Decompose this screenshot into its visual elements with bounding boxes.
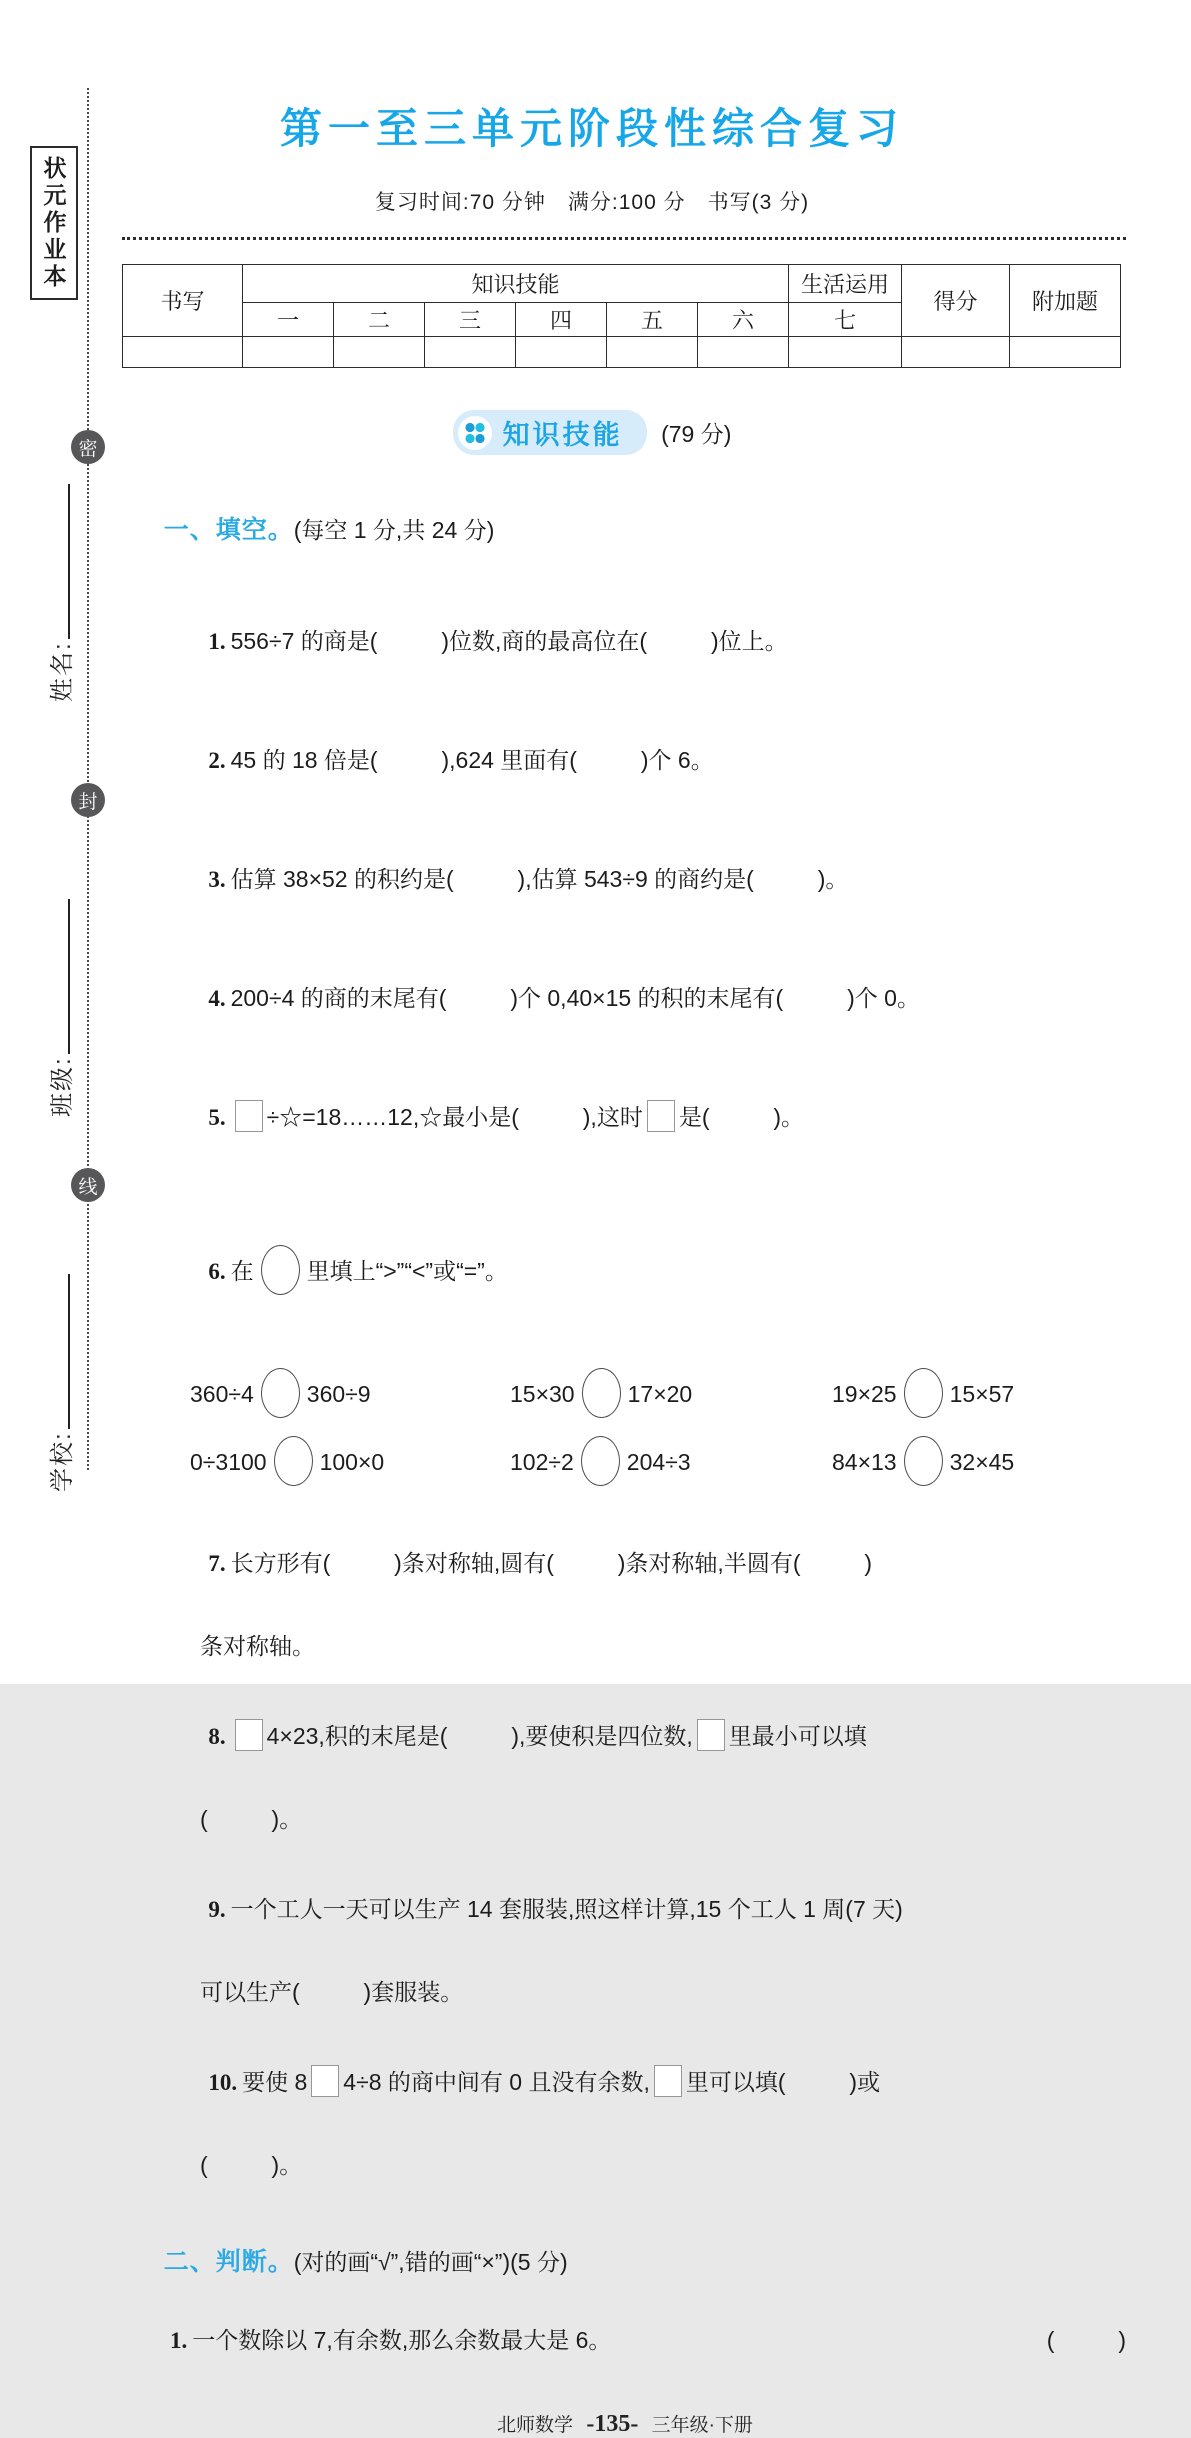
seal-badge-mi: [71, 430, 105, 464]
score-table-col-1: 一: [243, 303, 334, 337]
question-9-number: 9.: [208, 1897, 226, 1922]
question-8-continuation: ( )。: [200, 1806, 303, 1832]
question-5: [122, 1065, 1128, 1170]
score-table-col-6: 六: [698, 303, 789, 337]
comparison-grid: [122, 1367, 1128, 1489]
question-5-text-b: 是( )。: [678, 1104, 805, 1130]
score-table-life-header: 生活运用: [789, 265, 902, 303]
student-name-label: 姓名:: [49, 641, 76, 702]
question-10-continuation: ( )。: [200, 2152, 303, 2178]
score-table-writing-header: 书写: [123, 265, 243, 337]
square-placeholder: [235, 1100, 263, 1132]
score-cell-1: [243, 337, 334, 368]
section-1-heading: [122, 481, 1128, 575]
clover-dots-icon: [458, 416, 492, 450]
judgment-question-1-answer-blank: ( ): [1046, 2327, 1126, 2353]
question-10-text-c: 里可以填( )或: [685, 2069, 881, 2095]
score-cell-5: [607, 337, 698, 368]
comparison-row-1: [190, 1367, 1128, 1421]
question-4-number: 4.: [208, 986, 226, 1011]
question-8-text-a: 4×23,积的末尾是( ),要使积是四位数,: [266, 1723, 693, 1749]
knowledge-badge-pill: [453, 410, 647, 455]
class-label: 班级:: [49, 1056, 76, 1117]
knowledge-badge-points: (79 分): [661, 421, 732, 447]
comparison-left: 84×13: [832, 1449, 897, 1475]
comparison-left: 15×30: [510, 1381, 575, 1407]
knowledge-section-banner: [122, 410, 1062, 455]
question-8: [122, 1684, 1128, 1789]
judgment-question-1-text: 一个数除以 7,有余数,那么余数最大是 6。: [192, 2327, 612, 2353]
class-blank-line: [63, 899, 70, 1054]
square-placeholder: [697, 1719, 725, 1751]
comparison-item: [190, 1367, 510, 1421]
seal-badge-feng-label: 封: [78, 791, 98, 813]
footer-page-number: -135-: [586, 2411, 639, 2437]
question-9-continuation: 可以生产( )套服装。: [200, 1979, 464, 2005]
square-placeholder: [654, 2065, 682, 2097]
student-name-field: [42, 484, 77, 702]
comparison-item: [832, 1367, 1128, 1421]
question-7-number: 7.: [208, 1551, 226, 1576]
question-3-number: 3.: [208, 867, 226, 892]
question-10: [122, 2030, 1128, 2135]
comparison-item: [510, 1367, 832, 1421]
seal-badge-mi-label: 密: [78, 438, 98, 460]
question-9: [122, 1857, 1128, 1962]
score-table-col-7: 七: [789, 303, 902, 337]
question-6-text-a: 在: [230, 1258, 254, 1284]
comparison-left: 360÷4: [190, 1381, 254, 1407]
school-blank-line: [63, 1274, 70, 1429]
exam-meta: 复习时间:70 分钟 满分:100 分 书写(3 分): [374, 191, 810, 214]
score-table-col-3: 三: [425, 303, 516, 337]
section-1-note: (每空 1 分,共 24 分): [293, 517, 495, 543]
footer-grade: 三年级·下册: [651, 2415, 753, 2436]
comparison-right: 15×57: [949, 1381, 1015, 1407]
question-4-text: 200÷4 的商的末尾有( )个 0,40×15 的积的末尾有( )个 0。: [230, 985, 920, 1011]
comparison-right: 360÷9: [306, 1381, 371, 1407]
question-3-text: 估算 38×52 的积约是( ),估算 543÷9 的商约是( )。: [230, 866, 849, 892]
seal-badge-xian-label: 线: [78, 1176, 98, 1198]
student-name-blank-line: [63, 484, 70, 639]
question-5-text-a: ÷☆=18……12,☆最小是( ),这时: [266, 1104, 643, 1130]
circle-placeholder: [274, 1436, 313, 1486]
question-2-number: 2.: [208, 748, 226, 773]
question-5-number: 5.: [208, 1105, 226, 1130]
score-cell-7: [789, 337, 902, 368]
footer-brand: 北师数学: [497, 2415, 574, 2436]
seal-badge-feng: [71, 783, 105, 817]
question-9-text: 一个工人一天可以生产 14 套服装,照这样计算,15 个工人 1 周(7 天): [230, 1896, 903, 1922]
score-table-col-5: 五: [607, 303, 698, 337]
score-table-knowledge-header: 知识技能: [243, 265, 789, 303]
question-10-text-b: 4÷8 的商中间有 0 且没有余数,: [343, 2069, 650, 2095]
circle-placeholder: [261, 1368, 300, 1418]
question-1-text: 556÷7 的商是( )位数,商的最高位在( )位上。: [230, 628, 788, 654]
school-label: 学校:: [49, 1431, 76, 1492]
question-6-number: 6.: [208, 1259, 226, 1284]
score-table-col-4: 四: [516, 303, 607, 337]
question-1: [122, 589, 1128, 694]
section-2-heading: [122, 2213, 1128, 2307]
comparison-right: 100×0: [319, 1449, 385, 1475]
question-6-text-b: 里填上“>”“<”或“=”。: [306, 1258, 508, 1284]
score-table-col-2: 二: [334, 303, 425, 337]
school-field: [42, 1274, 77, 1492]
question-10-number: 10.: [208, 2070, 238, 2095]
comparison-left: 0÷3100: [190, 1449, 267, 1475]
score-cell-bonus: [1010, 337, 1121, 368]
main-content: [122, 96, 1128, 2438]
workbook-brand-box: [30, 146, 78, 300]
section-1-title: 一、填空。: [163, 516, 294, 544]
question-4: [122, 946, 1128, 1051]
seal-badge-xian: [71, 1168, 105, 1202]
knowledge-badge-label: 知识技能: [502, 420, 623, 450]
comparison-right: 17×20: [627, 1381, 693, 1407]
score-cell-3: [425, 337, 516, 368]
circle-placeholder: [582, 1368, 621, 1418]
question-2: [122, 708, 1128, 813]
question-6: [122, 1190, 1128, 1353]
comparison-item: [190, 1435, 510, 1489]
circle-placeholder: [261, 1245, 300, 1295]
question-7-continuation: 条对称轴。: [200, 1633, 315, 1659]
circle-placeholder: [904, 1368, 943, 1418]
comparison-left: 102÷2: [510, 1449, 574, 1475]
question-10-text-a: 要使 8: [242, 2069, 308, 2095]
score-table: [122, 264, 1121, 368]
square-placeholder: [235, 1719, 263, 1751]
question-7-text: 长方形有( )条对称轴,圆有( )条对称轴,半圆有( ): [230, 1550, 873, 1576]
question-8-text-b: 里最小可以填: [728, 1723, 867, 1749]
score-table-score-header: 得分: [902, 265, 1010, 337]
square-placeholder: [647, 1100, 675, 1132]
question-8-number: 8.: [208, 1724, 226, 1749]
dashed-divider: [122, 237, 1126, 240]
question-1-number: 1.: [208, 629, 226, 654]
circle-placeholder: [581, 1436, 620, 1486]
class-field: [42, 899, 77, 1117]
judgment-question-1-number: 1.: [170, 2328, 188, 2353]
section-2-note: (对的画“√”,错的画“×”)(5 分): [293, 2249, 568, 2275]
page-footer: [122, 2410, 1128, 2438]
workbook-brand-label: 状元作业本: [40, 155, 67, 291]
score-cell-2: [334, 337, 425, 368]
page-title: 第一至三单元阶段性综合复习: [279, 105, 904, 152]
question-7: [122, 1511, 1128, 1616]
score-cell-4: [516, 337, 607, 368]
comparison-left: 19×25: [832, 1381, 897, 1407]
score-table-bonus-header: 附加题: [1010, 265, 1121, 337]
circle-placeholder: [904, 1436, 943, 1486]
section-2-title: 二、判断。: [163, 2248, 294, 2276]
comparison-right: 204÷3: [626, 1449, 691, 1475]
score-cell-6: [698, 337, 789, 368]
judgment-question-1: [122, 2323, 1128, 2358]
question-3: [122, 827, 1128, 932]
score-cell-writing: [123, 337, 243, 368]
question-2-text: 45 的 18 倍是( ),624 里面有( )个 6。: [230, 747, 714, 773]
square-placeholder: [311, 2065, 339, 2097]
comparison-item: [510, 1435, 832, 1489]
comparison-item: [832, 1435, 1128, 1489]
binding-dotted-line: [87, 88, 89, 1470]
score-cell-total: [902, 337, 1010, 368]
comparison-right: 32×45: [949, 1449, 1015, 1475]
comparison-row-2: [190, 1435, 1128, 1489]
